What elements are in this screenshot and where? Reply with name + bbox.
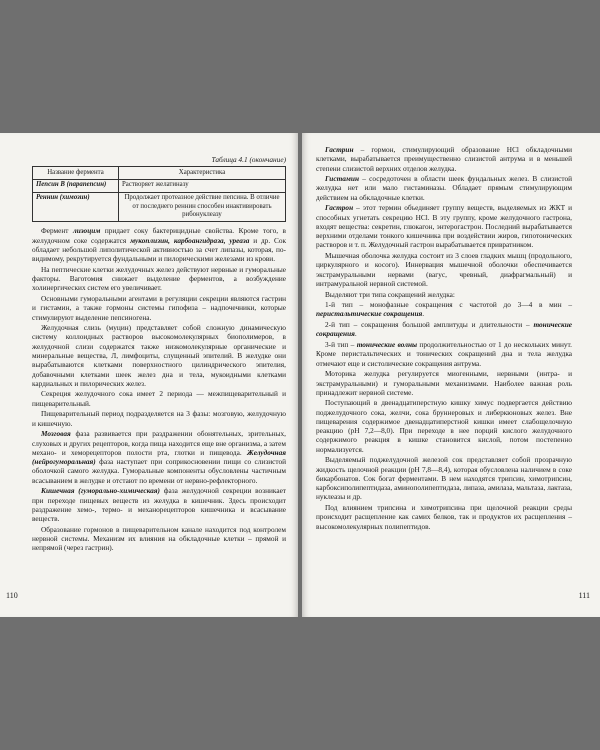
term-emphasis: Мозговая	[41, 429, 71, 439]
text-run: 1-й тип – монофазные сокращения с частотой до 3—4 в мин –	[325, 300, 572, 310]
left-page-body	[32, 226, 286, 552]
paragraph	[32, 409, 286, 428]
text-run: Выделяемый поджелудочной железой сок представляет собой прозрачную жидкость щелочной реакции (рН 7,8—8,4), которая обусловлена наличием в соке бикарбонатов. Сок богат ферментами. В нем находятся трипсин, химотрипсин, карбоксиполипептидаза, аминополипептидаза, липаза, амилаза, мальтаза, лактаза, нуклеазы и др.	[316, 455, 572, 502]
table-caption: Таблица 4.1 (окончание)	[211, 155, 286, 164]
text-run: Образование гормонов в пищеварительном канале находится под контролем нервной системы. Механизм их влияния на обкладочные клетки – прямой и непрямой (через гастрин).	[32, 524, 286, 553]
text-run: Секреция желудочного сока имеет 2 периода — межпищеварительный и пищеварительный.	[32, 389, 286, 408]
text-run: Выделяют три типа сокращений желудка:	[325, 289, 455, 299]
table-cell-description: Растворяет желатиназу	[119, 179, 286, 192]
table-header-row	[33, 167, 286, 180]
term-emphasis: Гистамин	[325, 174, 359, 184]
paragraph	[32, 226, 286, 263]
right-page-content	[316, 145, 572, 532]
table-row	[33, 179, 286, 192]
text-run: фаза желудочной секреции возникает при переходе пищевых веществ из желудка в кишечник. Здесь происходит раздражение хемо-, термо- и механорецепторов кишечника и всасывание веществ.	[32, 486, 286, 524]
page-number-left: 110	[6, 590, 18, 600]
text-run: – этот термин объединяет группу веществ, выделяемых из ЖКТ и способных угнетать секрецию HCl. В эту группу, кроме желудочного гастрона, входят вещества: секретин, глюкагон, энтерогастрон. Последний вырабатывается верхними отделами тонкого кишечника при воздействии жиров, гипотонических растворов и т. п. Желудочный гастрон вырабатывается привратником.	[316, 203, 572, 250]
right-page	[302, 133, 600, 617]
paragraph	[316, 290, 572, 299]
text-run: Моторика желудка регулируется миогенными, нервными (интра- и экстрамуральными) и гуморальными механизмами. Наиболее важная роль принадлежит нервной системе.	[316, 369, 572, 397]
paragraph	[32, 323, 286, 388]
term-emphasis: мукоплизин, карбоангидраза, уреаза	[130, 235, 250, 245]
text-run: Желудочная слизь (муцин) представляет собой сложную динамическую систему коллоидных растворов высокомолекулярных биополимеров, в желудочной слизи содержатся также низкомолекулярные органические и минеральные вещества, Л, лимфоциты, слущенный эпителий. В желудке они вырабатываются клетками поверхностного цилиндрического эпителия, добавочными клетками шеек желез дна и тела, мукоидными клетками кардиальных и пилорических желез.	[32, 323, 286, 388]
text-run: 3-й тип –	[325, 340, 357, 350]
text-run: Под влиянием трипсина и химотрипсина при щелочной реакции среды происходит расщепление как самих белков, так и продуктов их расщепления – высокомолекулярных полипептидов.	[316, 503, 572, 531]
table-header-description: Характеристика	[119, 167, 286, 180]
right-page-body	[316, 145, 572, 531]
term-emphasis: Гастрон	[325, 203, 354, 213]
term-emphasis: Желудочная (нейрогуморальная)	[32, 447, 286, 467]
text-run: фаза развивается при раздражении обонятельных, зрительных, слуховых и других рецепторов, когда пища находится еще вне организма, а затем механо- и хеморецепторов полости рта, глотки и пищевода.	[32, 429, 286, 457]
table-header-name: Название фермента	[33, 167, 119, 180]
paragraph	[32, 389, 286, 408]
text-run: Основными гуморальными агентами в регуляции секреции являются гастрин и гистамин, а также гормоны системы гипофиза – надпочечники, которые стимулируют выделение пепсиногена.	[32, 294, 286, 322]
paragraph	[316, 340, 572, 368]
text-run: Поступающий в двенадцатиперстную кишку химус подвергается действию поджелудочного сока, желчи, сока бруннеровых и либеркюновых желез. Вне пищеварения содержимое двенадцатиперстной кишки имеет слабощелочную реакцию (рН 7,2—8,0). При переходе в нее порций кислого желудочного содержимого реакция в кишке становится кислой, потом постепенно нормализуется.	[316, 398, 572, 454]
table-row	[33, 192, 286, 222]
table-cell-enzyme: Реннин (химозин)	[33, 192, 119, 222]
text-run: и др. Сок обладает небольшой липолитической активностью за счет липазы, которая, по-видимому, рекрутируется фундальными и пилорическими железами из крови.	[32, 235, 287, 264]
paragraph	[316, 455, 572, 501]
text-run: 2-й тип – сокращения большой амплитуды и длительности –	[325, 320, 534, 330]
paragraph	[32, 486, 286, 523]
left-page-content	[32, 155, 286, 554]
text-run: На пептические клетки желудочных желез действуют нервные и гуморальные факторы. Ваготомия снижает выделение ферментов, а возбуждение холинергических систем его увеличивает.	[32, 264, 286, 293]
term-emphasis: тонические сокращения	[316, 320, 572, 339]
paragraph	[32, 265, 286, 293]
paragraph	[32, 525, 286, 553]
paragraph	[316, 203, 572, 249]
text-run: – гормон, стимулирующий образование HCl обкладочными клетками, вырабатывается преимущественно слизистой антрума и в меньшей степени слизистой верхних отделов желудка.	[316, 145, 572, 173]
paragraph	[316, 320, 572, 339]
text-run: Мышечная оболочка желудка состоит из 3 слоев гладких мышц (продольного, циркулярного и косого). Иннервация мышечной оболочки обеспечивается экстрамуральными нервами (вагус, чревный, диафрагмальный) и интрамуральной нервной системой.	[316, 251, 572, 288]
paragraph	[316, 251, 572, 288]
paragraph	[32, 429, 286, 485]
enzyme-table	[32, 166, 286, 222]
table-cell-enzyme: Пепсин В (парапепсин)	[33, 179, 119, 192]
paragraph	[316, 503, 572, 531]
left-page	[0, 133, 298, 617]
term-emphasis: перистальтические сокращения	[316, 309, 423, 319]
table-cell-description: Продолжает протеазное действие пепсина. В отличие от последнего реннин способен инактивировать рибонуклеазу	[119, 192, 286, 222]
text-run: придает соку бактерицидные свойства. Кроме того, в желудочном соке содержатся	[32, 226, 286, 245]
page-number-right: 111	[578, 590, 590, 600]
paragraph	[316, 369, 572, 397]
text-run: Фермент	[41, 226, 73, 236]
paragraph	[316, 398, 572, 454]
paragraph	[316, 300, 572, 319]
text-run: фаза наступает при соприкосновении пищи со слизистой оболочкой самого желудка. Гуморальные компоненты обусловлены частичным всасыванием в желудке и отстают по времени от нервно-рефлекторного.	[32, 457, 286, 485]
term-emphasis: тонические волны	[356, 340, 418, 350]
text-run: Пищеварительный период подразделяется на 3 фазы: мозговую, желудочную и кишечную.	[32, 409, 286, 428]
term-emphasis: Гастрин	[325, 145, 354, 154]
term-emphasis: лизоцим	[73, 226, 101, 236]
text-run: .	[422, 309, 425, 319]
paragraph	[316, 174, 572, 202]
term-emphasis: Кишечная (гуморально-химическая)	[41, 486, 160, 496]
paragraph	[316, 145, 572, 173]
text-run: – сосредоточен в области шеек фундальных желез. В слизистой желудка нет или мало гистаминазы. Обладает прямым стимулирующим действием на обкладочные клетки.	[316, 174, 572, 202]
text-run: .	[354, 329, 357, 339]
paragraph	[32, 294, 286, 322]
text-run: продолжительностью от 1 до нескольких минут. Кроме перистальтических и тонических сокращений дна и тела желудка отмечают еще и систолические сокращения антрума.	[316, 340, 573, 368]
